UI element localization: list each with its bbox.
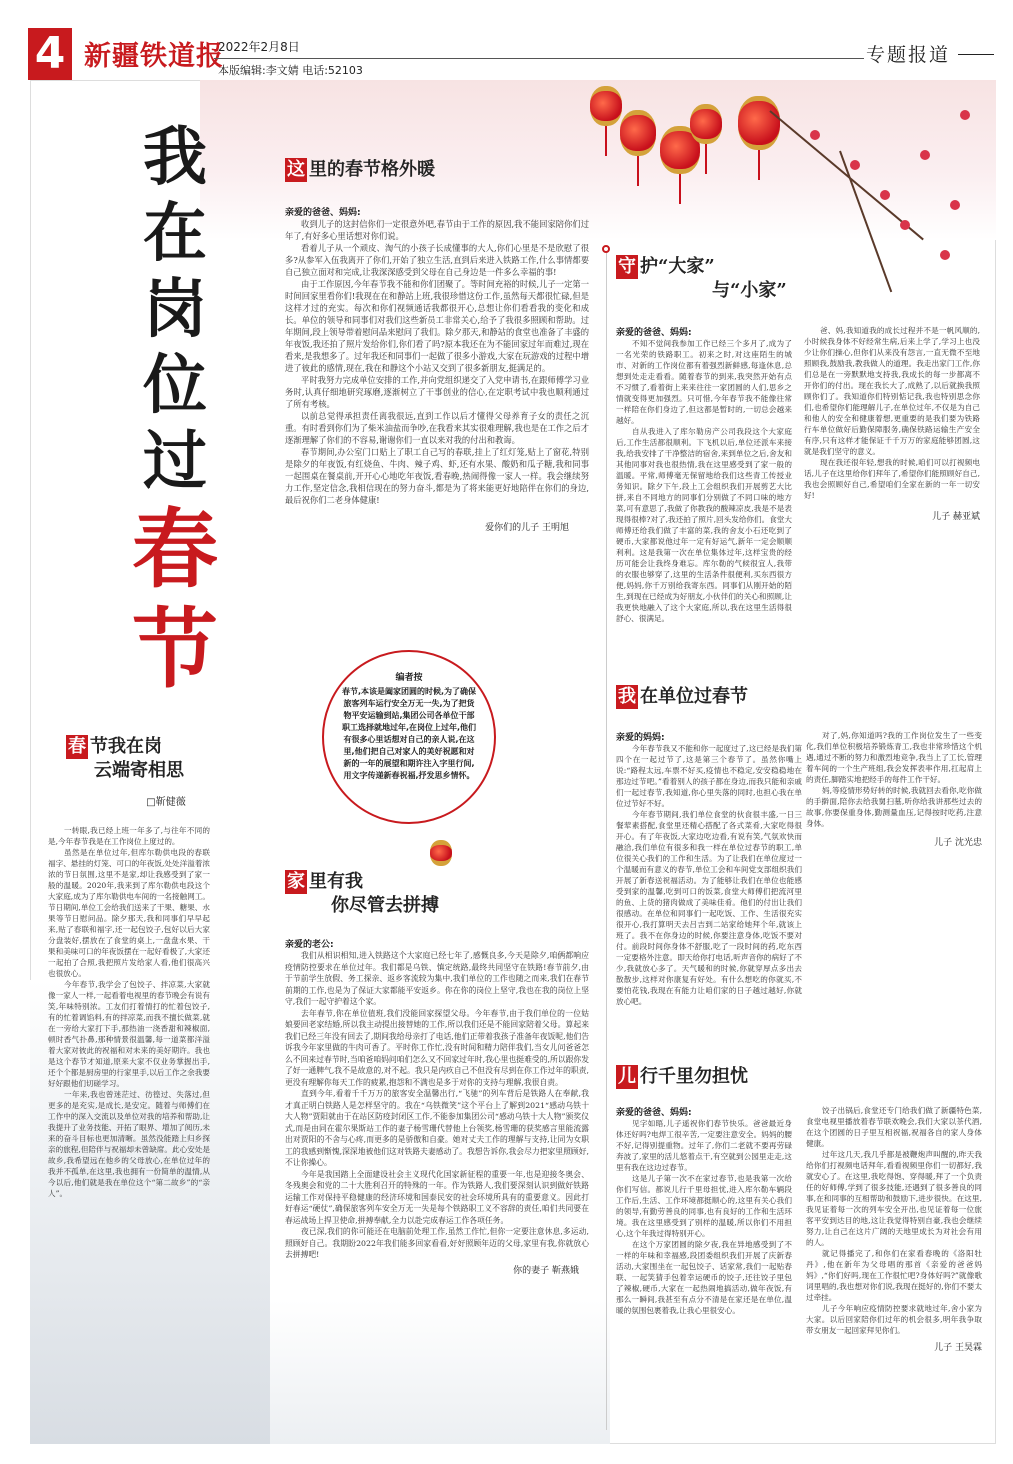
column-divider [606,250,607,1430]
article-2-col1: 亲爱的爸爸、妈妈: 不知不觉间我参加工作已经三个多月了,成为了一名光荣的铁路职工。初来之时,对这座陌生的城市、对新的工作岗位都有着强烈新鲜感,每逢休息,总想到处走走看看。随着春节的到来,我突然开始有点不习惯了,看着街上来来往往一家团圆的人们,思乡之情就变得更加强烈。只可惜,今年春节我不能像往常一样陪在你们身边了,但这都是暂时的,一切总会越来越好。 自从我进入了库尔勒房产公司我段这个大家庭后,工作生活都很顺利。下飞机以后,单位还派车来接我,给我安排了干净整洁的宿舍,来到单位之后,舍友和其他同事对我也很热情,我在这里感受到了家一般的温暖。平常,师傅毫无保留地给我们这些青工传授业务知识。除夕下午,段上工会组织我们开展剪艺大比拼,来自不同地方的同事们分别做了不同口味的地方菜,可有意思了,我做了你教我的酸辣凉皮,我是不是表现得很棒?对了,我还拍了照片,回头发给你们。食堂大师傅还给我们做了丰富的菜,我的舍友小石还吃到了硬币,大家都说他过年一定有好运气,新年一定会顺顺利利。这是我第一次在单位集体过年,这样宝贵的经历可能会让我终身难忘。库尔勒的气候很宜人,我带的衣服也够穿了,这里的生活条件很便利,买东西很方便,妈妈,你千万别给我寄东西。同事们从刚开始的陌生,到现在已经成为好朋友,小伙伴们的关心和照顾,让我更快地融入了这个大家庭,所以,我在这里生活得很舒心、很满足。 [616,328,792,623]
signature: 你的妻子 靳燕娥 [513,1265,579,1276]
masthead: 新疆铁道报 [84,41,224,72]
signature: 儿子 王昊霖 [934,1343,982,1353]
article-5: 家 里有我 你尽管去拼搏 [287,871,439,916]
article-4-col1: 亲爱的妈妈: 今年春节我又不能和你一起度过了,这已经是我们第四个在一起过节了,这是第三个春节了。虽然你嘴上说:“路程太远,车票不好买,疫情也不稳定,安安稳稳地在那边过节吧。”看着别人的孩子都在身边,而我只能和亲戚们一起过春节,我知道,你心里失落的同时,也担心我在单位过节好不好。 今年春节期间,我们单位食堂的伙食很丰盛,一日三餐荤素搭配,食堂里还精心搭配了各式菜肴,大家吃得很开心。有了年夜饭,大家边吃边看,有说有笑,气氛欢快而融洽,我们单位有很多和我一样在单位过春节的职工,单位很关心我们的工作和生活。为了让我们在单位度过一个温暖而有意义的春节,单位工会和车间党支部组织我们开展了新春送祝福活动。为了能够让我们在单位也能感受到家的温馨,吃到可口的饭菜,食堂大师傅们把流河里的鱼、上货的猪肉做成了美味佳肴。他们的付出让我们很感动。在单位和同事们一起吃饭、工作、生活很充实很开心,我打算明天去吕吉到二站家给她拜个年,就该上班了。我不在你身边的时候,你要注意身体,吃饭不要对付。前段时间你身体不舒服,吃了一段时间的药,吃东西一定要格外注意。即天给你打电话,听声音你的病好了不少,我就放心多了。天气暖和的时候,你就穿厚点多出去散散步,这样对你康复有好处。有什么想吃的你就买,不要怕花钱,我现在有能力让咱们家的日子越过越好,你就放心吧。 [616,733,802,1006]
blossom-icon [810,130,820,140]
signature: 儿子 赫亚斌 [932,512,980,522]
editor-note: 编者按 春节,本该是阖家团圆的时候,为了确保旅客列车运行安全万无一失,为了把货物平安运输到站,集团公司各单位干部职工选择就地过年,在岗位上过年,他们有很多心里话想对自己的亲人说,在这里,他们把自己对家人的美好祝愿和对新的一年的展望和期许注入字里行间,用文字传递新春祝福,抒发思乡情怀。 [322,650,496,824]
lantern-icon [430,840,452,866]
section-rule [958,54,994,55]
section-title: 专题报道 [866,44,951,66]
article-5-body: 亲爱的老公: 我们从相识相知,进入铁路这个大家庭已经七年了,感慨良多,今天是除夕,咱俩都响应疫情防控要求在单位过年。我们都是乌铁、慎定统路,最终共同坚守在铁路!春节前夕,由于节前学生放假、务工探亲、返乡客流较为集中,我们单位的工作也随之而来,我们在春节前期的工作,也是为了保证大家都能平安返乡。你在你的岗位上坚守,我也在我的岗位上坚守,我们一起守护着这个家。 去年春节,你在单位值班,我们没能回家探望父母。今年春节,由于我们单位的一位姑娘要回老家结婚,所以我主动提出接替她的工作,所以我们还是不能回家陪着父母。算起来我们已经三年没有回去了,期间我给母亲打了电话,他们正带着我孩子准备年夜饭呢,他们告诉我今年家里做的牛肉可香了。平时你工作忙,没有时间和精力陪伴我们,当女儿问爸爸怎么不回来过春节时,当咱爸咱妈问咱们怎么又不回家过年时,我心里也挺难受的,所以跟你发了好一通脾气,我不是故意的,对不起。我只是内疚自己不但没有尽到在你工作过年的职责,更没有理解你每天工作的疲累,抱怨和不满也是多于对你的支持与理解,我很自责。 直到今年,看着千千万万的旅客安全温馨出行,“飞驰”的列车背后是铁路人在奉献,我才真正明白铁路人是怎样坚守的。我在“乌铁微笑”这个平台上了解到2021“感动乌铁十大人物”贾阳就由于在站区防疫封闭区工作,不能参加集团公司“感动乌铁十大人物”颁奖仪式,而是由同在霍尔果斯站工作的妻子杨雪珊代替他上台领奖,杨雪珊的获奖感言里能流露出对贾阳的不舍与心疼,而更多的是骄傲和自豪。她对丈夫工作的理解与支持,让同为女职工的我感到惭愧,深深地被他们这对铁路夫妻感动了。我想告诉你,我会尽力把家里照顾好,不让你操心。 今年是我国踏上全面建设社会主义现代化国家新征程的重要一年,也是迎接冬奥会、冬残奥会和党的二十大胜利召开的特殊的一年。作为铁路人,我们要深刻认识到做好铁路运输工作对保持平稳健康的经济环境和国泰民安的社会环境所具有的重要意义。因此打好春运“硬仗”,确保旅客列车安全万无一失是每个铁路职工义不容辞的责任,咱们共同要在春运战场上捍卫使命,拼搏奉献,全力以赴完成春运工作各项任务。 夜已深,我们的你可能还在电脑前处理工作,虽然工作忙,但你一定要注意休息,多运动,照顾好自己。我期盼2022年我们能多回家看看,好好照顾年迈的父母,家里有我,你就放心去拼搏吧! 你的妻子 靳燕娥 [285,940,589,1276]
article-2-col2: 爸、妈,我知道我的成长过程并不是一帆风顺的,小时候我身体不好经常生病,后来上学了,学习上也没少让你们操心,但你们从来没有怨言,一直无微不至地照顾我,鼓励我,教我做人的道理。我走出家门工作,你们总是在一旁默默地支持我,我成长的每一步都离不开你们的付出。现在我长大了,成熟了,以后就换我照顾你们了。我知道你们特别惦记我,我也特别思念你们,也希望你们能理解儿子,在单位过年,不仅是为自己和他人的安全和健康着想,更重要的是我们要为铁路行车单位做好后勤保障服务,确保铁路运输生产安全有序,只有这样才能保证千千万万的家庭能够团圆,这就是我们坚守的意义。 现在我还很年轻,想我的时候,咱们可以打视频电话,儿子在这里给你们拜年了,希望你们能照顾好自己,我也会照顾好自己,希望咱们全家在新的一年一切安好! 儿子 赫亚斌 [804,326,980,522]
article-1-body: 亲爱的爸爸、妈妈: 收到儿子的这封信你们一定很意外吧,春节由于工作的原因,我不能回家陪你们过年了,有好多心里话想对你们说。 看着儿子从一个顽皮、淘气的小孩子长成懂事的大人,你们心里是不是欣慰了很多?从参军入伍我离开了你们,开始了独立生活,直到后来进入铁路工作,什么事情都要自己独立面对和完成,让我深深感受到父母在自己身边是一件多么幸福的事! 由于工作原因,今年春节我不能和你们团聚了。等时间充裕的时候,儿子一定第一时间回家里看你们!我现在在和静站上班,我很珍惜这份工作,虽然每天都很忙碌,但是这样才过的充实。每次和你们视频通话我都很开心,总想让你们看看我的变化和成长。单位的领导和同事们对我们这些新员工非常关心,给予了我很多照顾和帮助。过年期间,段上领导带着慰问品来慰问了我们。除夕那天,和静站的食堂也准备了丰盛的年夜饭,我还拍了照片发给你们,你们看了吗?原本我还在为不能回家过年而难过,现在看来,是我想多了。过年我还和同事们一起做了很多小游戏,大家在玩游戏的过程中增进了彼此的感情,现在,我在和静这个小站又交到了很多新朋友,挺满足的。 平时我努力完成单位安排的工作,并向党组织递交了入党申请书,在跟师傅学习业务时,认真仔细地研究琢磨,逐渐树立了干事创业的信心,在定职考试中我也顺利通过了所有考核。 以前总觉得承担责任离我很远,直到工作以后才懂得父母养育子女的责任之沉重。有时看到你们为了柴米油盐而争吵,在我看来其实很难理解,我也是在工作之后才逐渐理解了你们的不容易,谢谢你们一直以来对我的付出和教诲。 春节期间,办公室门口贴上了职工自己写的春联,挂上了红灯笼,贴上了窗花,特别是除夕的年夜饭,有红烧鱼、牛肉、辣子鸡、虾,还有水果、酸奶和瓜子糖,我和同事一起围桌在餐桌前,开开心心地吃年夜饭,看春晚,热闹得像一家人一样。我会继续努力工作,坚定信念,我相信现在的努力奋斗,都是为了将来能更好地陪伴在你们的身边,最后祝你们二老身体健康! 爱你们的儿子 王明旭 [285,208,589,533]
lantern-icon [620,110,656,186]
article-4: 我 在单位过春节 [618,686,748,707]
feature-title-highlight: 春 节 [132,499,218,700]
blossom-icon [960,110,970,120]
feature-title: 我 在 岗 位 过 [143,120,207,499]
page-number: 4 [28,28,72,80]
landscape-background [270,1300,610,1444]
article-headline: 这 里的春节格外暖 [287,159,435,180]
article-3-body: 一转眼,我已经上班一年多了,与往年不同的是,今年春节我是在工作岗位上度过的。 虽然是在单位过年,但库尔勒供电段的春联福字、悬挂的灯笼、可口的年夜饭,处处洋溢着浓浓的节日氛围,这里不是家,却让我感受到了家一般的温暖。2020年,我来到了库尔勒供电段这个大家庭,成为了库尔勒供电车间的一名接触网工。节日期间,单位工会给我们送来了干果、糖果、水果等节日慰问品。除夕那天,我和同事们早早起来,贴了春联和福字,还一起包饺子,包好以后大家分盘装好,摆放在了食堂的桌上,一盘盘水果、干果和美味可口的年夜饭摆在一起好看极了,大家还一起拍了合照,我把照片发给家人看,他们很高兴也很放心。 今年春节,我学会了包饺子、拌凉菜,大家就像一家人一样,一起看着电视里的春节晚会有说有笑,年味特别浓。工友们打着情打的忙着包饺子,有的忙着调馅料,有的拌凉菜,而我不擅长做菜,就在一旁给大家打下手,那热油一浇香甜和辣椒面,顿时香气扑鼻,那种情景很温馨,每一道菜都洋溢着大家对彼此的祝福和对未来的美好期许。我也是这个春节才知道,原来大家不仅业务掌握出手,还个个都是厨房里的行家里手,以后工作之余我要好好跟他们切磋学习。 一年来,我也曾迷茫过、彷徨过、失落过,但更多的是充实,是成长,是安定。随着与师傅们在工作中的深入交流以及单位对我的培养和帮助,让我提升了业务技能、开拓了眼界、增加了阅历,未来的奋斗目标也更加清晰。虽然没能踏上归乡探亲的旅程,但陪伴与祝福却未曾缺席。此心安处是故乡,我希望远在他乡的父母放心,在单位过年的我并不孤单,在这里,我也拥有一份简单的温情,从今以后,他们就是我在单位这个“第二故乡”的“亲人”。 [48,826,210,1198]
article-6-col2: 饺子出锅后,食堂还专门给我们做了新疆特色菜,食堂电视里播放着春节联欢晚会,我们大家以茶代酒,在这个团圆的日子里互相祝福,祝福各自的家人身体健康。 过年这几天,我几乎都是被鞭炮声叫醒的,昨天我给你们打视频电话拜年,看看视频里你们一切都好,我就安心了。在这里,我吃得饱、穿得暖,拜了一个负责任的好师傅,学到了很多技能,还遇到了很多善良的同事,在和同事的互相帮助和鼓励下,进步很快。在这里,我见证着每一次的列车安全开出,也见证着每一位旅客平安到达目的地,这让我觉得特别自豪,我也会继续努力,让自己在这片广阔的天地里成长为对社会有用的人。 就记得播完了,和你们在家看春晚的《洛阳牡丹》,他在新年为父母唱的那首《亲爱的爸爸妈妈》,“你们好吗,现在工作很忙吧?身体好吗?”就像歌词里唱的,我也想对你们说,我现在挺好的,你们不要太过牵挂。 儿子今年响应疫情防控要求就地过年,舍小家为大家。以后回家陪你们过年的机会很多,明年我争取带女朋友一起回家拜见你们。 儿子 王昊霖 [806,1106,982,1353]
blossom-icon [900,220,910,230]
divider-dot [602,245,610,253]
blossom-icon [880,190,890,200]
article-4-col2: 对了,妈,你知道吗?我的工作岗位发生了一些变化,我们单位积极培养锻炼青工,我也非常珍惜这个机遇,通过不断的努力和激烈地竞争,我当上了工长,管理着车间的一个生产班组,我会发挥表率作用,扛起肩上的责任,脚踏实地把经手的每件工作干好。 妈,等疫情形势好转的时候,我就回去看你,吃你做的手擀面,陪你去给我舅扫墓,听你给我讲那些过去的故事,你要保重身体,勤测量血压,记得按时吃药,注意身体。 儿子 沈光忠 [806,731,982,848]
issue-date: 2022年2月8日 [218,40,300,54]
blossom-icon [850,160,860,170]
editor-info: 本版编辑:李文婧 电话:52103 [218,64,363,77]
signature: 儿子 沈光忠 [934,838,982,848]
article-2: 守 护“大家” 与“小家” [618,256,787,301]
signature: 爱你们的儿子 王明旭 [485,523,569,533]
lantern-icon [690,104,722,174]
lantern-icon [738,96,780,180]
blossom-icon [950,200,960,210]
article-3: 春 节我在岗 云端寄相思 □靳健薇 [66,735,266,808]
lantern-icon [590,86,622,156]
header-rule [214,58,864,59]
article-6: 儿 行千里勿担忧 [618,1066,748,1087]
article-1 [285,158,589,182]
article-6-col1: 亲爱的爸爸、妈妈: 见字如晤,儿子遥祝你们春节快乐。爸爸最近身体还好吗?电焊工很辛苦,一定要注意安全。妈妈的腰不好,记得别提重物。过年了,你们二老就不要再劳碌奔波了,家里的活儿悠着点干,有空就到公园里走走,这里有我在这边过春节。 这是儿子第一次不在家过春节,也是我第一次给你们写信。都说儿行千里母担忧,进入库尔勒车辆段工作后,生活、工作环境都挺顺心的,这里有关心我们的领导,有勤劳善良的同事,也有良好的工作和生活环境。我在这里感受到了别样的温暖,所以你们不用担心,这个年我过得特别开心。 在这个万家团圆的除夕夜,我在异地感受到了不一样的年味和幸福感,段团委组织我们开展了庆新春活动,大家围坐在一起包饺子、话家常,我们一起贴春联、一起笑猜手包着幸运硬币的饺子,还往饺子里包了辣椒,硬币,大家在一起热闹地搞活动,做年夜饭,有那么一瞬间,我甚至有点分不清是在家还是在单位,温暖的氛围包裹着我,让我心里很安心。 [616,1108,792,1315]
blossom-icon [920,150,930,160]
byline: □靳健薇 [146,797,186,808]
